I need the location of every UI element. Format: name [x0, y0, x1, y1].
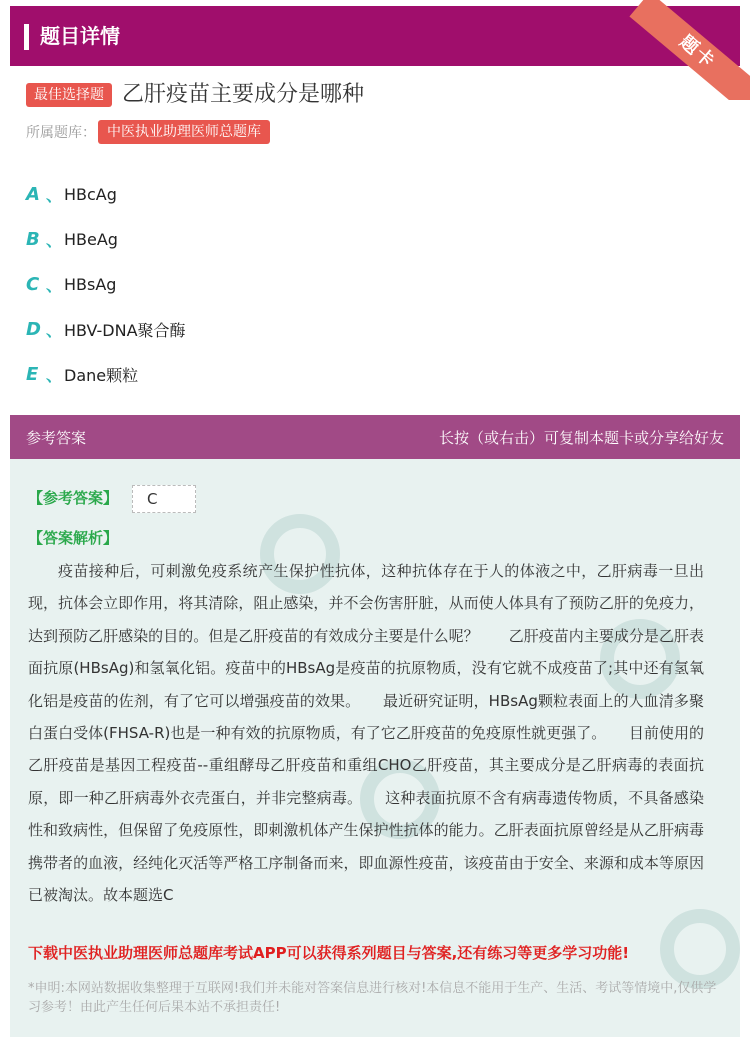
download-promo[interactable]: 下载中医执业助理医师总题库考试APP可以获得系列题目与答案,还有练习等更多学习功能!	[28, 944, 630, 962]
question-card-ribbon: 题卡	[629, 0, 750, 100]
option-letter: B	[26, 229, 40, 250]
question-type-badge: 最佳选择题	[26, 83, 112, 107]
answer-body	[10, 459, 740, 1037]
option-separator: 、	[46, 321, 63, 340]
question-title: 乙肝疫苗主要成分是哪种	[122, 82, 365, 107]
share-hint: 长按（或右击）可复制本题卡或分享给好友	[438, 428, 724, 447]
option-text: HBcAg	[64, 185, 117, 204]
bank-link[interactable]: 中医执业助理医师总题库	[98, 120, 270, 144]
answer-header	[10, 415, 740, 459]
options-list	[26, 172, 726, 397]
page-title: 题目详情	[40, 24, 120, 48]
option-text: HBsAg	[64, 275, 117, 294]
analysis-text: 疫苗接种后，可刺激免疫系统产生保护性抗体，这种抗体存在于人的体液之中，乙肝病毒一旦出现，抗体会立即作用，将其清除，阻止感染，并不会伤害肝脏，从而使人体具有了预防乙肝的免疫力，达到预防乙肝感染的目的。但是乙肝疫苗的有效成分主要是什么呢？ 乙肝疫苗内主要成分是乙肝表面抗原(HBsAg)和氢氧化铝。疫苗中的HBsAg是疫苗的抗原物质，没有它就不成疫苗了;其中还有氢氧化铝是疫苗的佐剂，有了它可以增强疫苗的效果。 最近研究证明，HBsAg颗粒表面上的人血清多聚白蛋白受体(FHSA-R)也是一种有效的抗原物质，有了它乙肝疫苗的免疫原性就更强了。 目前使用的乙肝疫苗是基因工程疫苗--重组酵母乙肝疫苗和重组CHO乙肝疫苗，其主要成分是乙肝病毒的表面抗原，即一种乙肝病毒外衣壳蛋白，并非完整病毒。 这种表面抗原不含有病毒遗传物质，不具备感染性和致病性，但保留了免疫原性，即刺激机体产生保护性抗体的能力。乙肝表面抗原曾经是从乙肝病毒携带者的血液，经纯化灭活等严格工序制备而来，即血源性疫苗，该疫苗由于安全、来源和成本等原因已被淘汰。故本题选C	[28, 562, 704, 905]
option-letter: A	[26, 184, 40, 205]
header-accent-bar	[24, 24, 29, 50]
page-header	[10, 6, 740, 66]
option-text: Dane颗粒	[64, 366, 139, 385]
option-letter: E	[26, 364, 39, 385]
option-separator: 、	[46, 186, 63, 205]
bank-row	[26, 120, 270, 144]
answer-label: 【参考答案】	[28, 489, 119, 507]
option-e[interactable]	[26, 352, 726, 397]
option-d[interactable]	[26, 307, 726, 352]
answer-header-title: 参考答案	[26, 428, 87, 447]
answer-value: C	[132, 485, 196, 513]
option-separator: 、	[46, 276, 63, 295]
question-row	[26, 80, 364, 110]
option-text: HBeAg	[64, 230, 118, 249]
disclaimer-text: *申明:本网站数据收集整理于互联网!我们并未能对答案信息进行核对!本信息不能用于生产、生活、考试等情境中,仅供学习参考！由此产生任何后果本站不承担责任!	[28, 981, 717, 1015]
option-b[interactable]	[26, 217, 726, 262]
option-text: HBV-DNA聚合酶	[64, 321, 186, 340]
option-separator: 、	[46, 366, 63, 385]
analysis-label: 【答案解析】	[28, 529, 119, 547]
option-letter: C	[26, 274, 40, 295]
option-a[interactable]	[26, 172, 726, 217]
option-letter: D	[26, 319, 41, 340]
option-c[interactable]	[26, 262, 726, 307]
option-separator: 、	[46, 231, 63, 250]
bank-label: 所属题库：	[26, 125, 96, 141]
